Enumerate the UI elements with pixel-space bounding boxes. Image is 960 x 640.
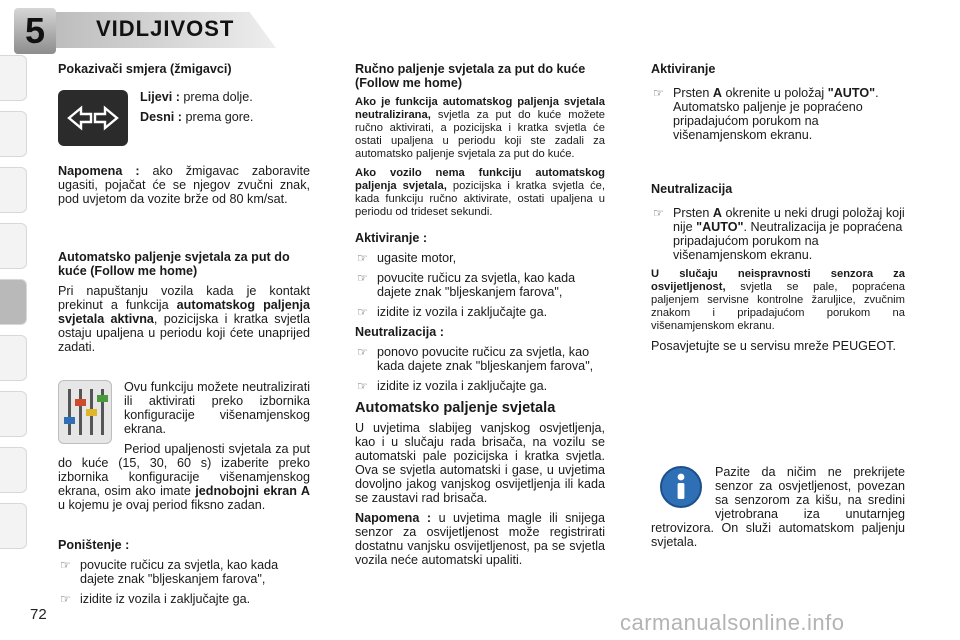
chapter-tab xyxy=(0,111,27,157)
list-item: ☞ Prsten A okrenite u položaj "AUTO". Automatsko paljenje je popraćeno pripadajućom porukom na višenamjenskom ekranu. xyxy=(653,86,879,142)
chapter-tab xyxy=(0,55,27,101)
info-note xyxy=(651,465,905,549)
period-text: Period upaljenosti svjetala za put do kuće (15, 30, 60 s) izaberite preko izbornika konfiguracije višenamjenskog ekrana, osim ako imate jednobojni ekran A u kojemu je ovaj period fiksno zadan. xyxy=(58,442,310,512)
neutralization-list xyxy=(355,345,605,393)
watermark: carmanualsonline.info xyxy=(620,610,845,635)
dealer-advice-text: Posavjetujte se u servisu mreže PEUGEOT. xyxy=(651,339,896,353)
config-text: Ovu funkciju možete neutralizirati ili aktivirati preko izbornika konfiguracije višenamjenskog ekrana. xyxy=(124,380,310,436)
auto-lights-note: Napomena : u uvjetima magle ili snijega senzor za osvijetljenost može registrirati dostatnu vanjsku osvijetljenost, pa se svjetla vozila neće automatski upaliti. xyxy=(355,511,606,567)
pointing-hand-icon: ☞ xyxy=(357,251,368,265)
cancel-title: Poništenje : xyxy=(58,538,130,552)
manual-text-2: Ako vozilo nema funkciju automatskog paljenja svjetala, pozicijska i kratka svjetla će, kada funkciju ručno aktivirate, ostati upaljena u periodu od trideset sekundi. xyxy=(355,167,605,218)
section-title-auto-lights: Automatsko paljenje svjetala xyxy=(355,400,556,416)
pointing-hand-icon: ☞ xyxy=(653,206,664,220)
cancel-list xyxy=(58,558,310,606)
turn-signal-arrows-icon xyxy=(58,90,128,146)
section-title-turn-signals: Pokazivači smjera (žmigavci) xyxy=(58,62,232,76)
info-icon xyxy=(659,465,703,509)
pointing-hand-icon: ☞ xyxy=(357,305,368,319)
pointing-hand-icon: ☞ xyxy=(357,345,368,359)
list-item: ☞ povucite ručicu za svjetla, kao kada dajete znak "bljeskanjem farova", xyxy=(60,558,279,586)
pointing-hand-icon: ☞ xyxy=(60,592,71,606)
neutralization-list xyxy=(651,206,905,262)
info-note-text: Pazite da ničim ne prekrijete senzor za osvjetljenost, povezan sa senzorom za kišu, na sredini vjetrobrana iza unutarnjeg retrovizora. On služi automatskom paljenju svjetala. xyxy=(651,465,905,549)
pointing-hand-icon: ☞ xyxy=(357,379,368,393)
chapter-tab xyxy=(0,503,27,549)
list-item: ☞ ugasite motor, xyxy=(357,251,457,265)
list-item: ☞ ponovo povucite ručicu za svjetla, kao kada dajete znak "bljeskanjem farova", xyxy=(357,345,594,373)
list-item: ☞ Prsten A okrenite u neki drugi položaj koji nije "AUTO". Neutralizacija je popraćena pripadajućom porukom na višenamjenskom ekranu. xyxy=(653,206,905,262)
chapter-number: 5 xyxy=(14,8,56,54)
list-item: ☞ povucite ručicu za svjetla, kao kada dajete znak "bljeskanjem farova", xyxy=(357,271,576,299)
list-item: ☞ izidite iz vozila i zaključajte ga. xyxy=(60,592,251,606)
turn-signals-block xyxy=(58,90,310,150)
pointing-hand-icon: ☞ xyxy=(60,558,71,572)
activation-list xyxy=(651,86,905,142)
activation-title: Aktiviranje : xyxy=(355,231,428,245)
manual-text-1: Ako je funkcija automatskog paljenja svjetala neutralizirana, svjetla za put do kuće možete ručno aktivirati, a pozicijska i kratka svjetla će ostati upaljena u periodu koji ste zadali za automatsko paljenje svjetala za put do kuće. xyxy=(355,96,605,160)
activation-list xyxy=(355,251,605,319)
follow-me-home-auto-text: Pri napuštanju vozila kada je kontakt prekinut a funkcija automatskog paljenja svjetala aktivna, pozicijska i kratka svjetla ostaju upaljena u periodu koji ćete unaprijed zadati. xyxy=(58,284,310,354)
left-signal-line: Lijevi : prema dolje. xyxy=(140,90,253,104)
chapter-tab xyxy=(0,167,27,213)
section-title-follow-me-home-auto: Automatsko paljenje svjetala za put do kuće (Follow me home) xyxy=(58,250,290,278)
column-2 xyxy=(355,62,605,573)
section-title-follow-me-home-manual: Ručno paljenje svjetala za put do kuće (Follow me home) xyxy=(355,62,586,90)
sensor-fault-text: U slučaju neispravnosti senzora za osvijetljenost, svjetla se pale, popraćena paljenjem servisne kontrolne žaruljice, zvučnim znakom i pripadajućom porukom na višenamjenskom ekranu. xyxy=(651,268,905,332)
right-signal-line: Desni : prema gore. xyxy=(140,110,254,124)
config-block xyxy=(58,380,310,512)
chapter-tab xyxy=(0,391,27,437)
list-item: ☞ izidite iz vozila i zaključajte ga. xyxy=(357,379,548,393)
settings-sliders-icon xyxy=(58,380,112,444)
chapter-tab xyxy=(0,447,27,493)
activation-title: Aktiviranje xyxy=(651,62,716,76)
auto-lights-text: U uvjetima slabijeg vanjskog osvjetljenja, kao i u slučaju rada brisača, na vozilu se automatski pale pozicijska i kratka svjetla. Ova se svjetla automatski i gase, u uvjetima dovoljno jakog vanjskog osvijetljenja ili kada se zaustavi rad brisača. xyxy=(355,421,605,505)
chapter-tab-active xyxy=(0,279,27,325)
chapter-tabs xyxy=(0,55,28,559)
chapter-tab xyxy=(0,335,27,381)
page-number: 72 xyxy=(30,606,47,623)
column-3 xyxy=(651,62,905,555)
neutralization-title: Neutralizacija xyxy=(651,182,733,196)
chapter-tab xyxy=(0,223,27,269)
pointing-hand-icon: ☞ xyxy=(653,86,664,100)
column-1 xyxy=(58,62,310,612)
chapter-title: VIDLJIVOST xyxy=(96,16,235,41)
list-item: ☞ izidite iz vozila i zaključajte ga. xyxy=(357,305,548,319)
neutralization-title: Neutralizacija : xyxy=(355,325,444,339)
pointing-hand-icon: ☞ xyxy=(357,271,368,285)
turn-signal-note: Napomena : ako žmigavac zaboravite ugasiti, pojačat će se njegov zvučni znak, pod uvjetom da vozite brže od 80 km/sat. xyxy=(58,164,310,206)
